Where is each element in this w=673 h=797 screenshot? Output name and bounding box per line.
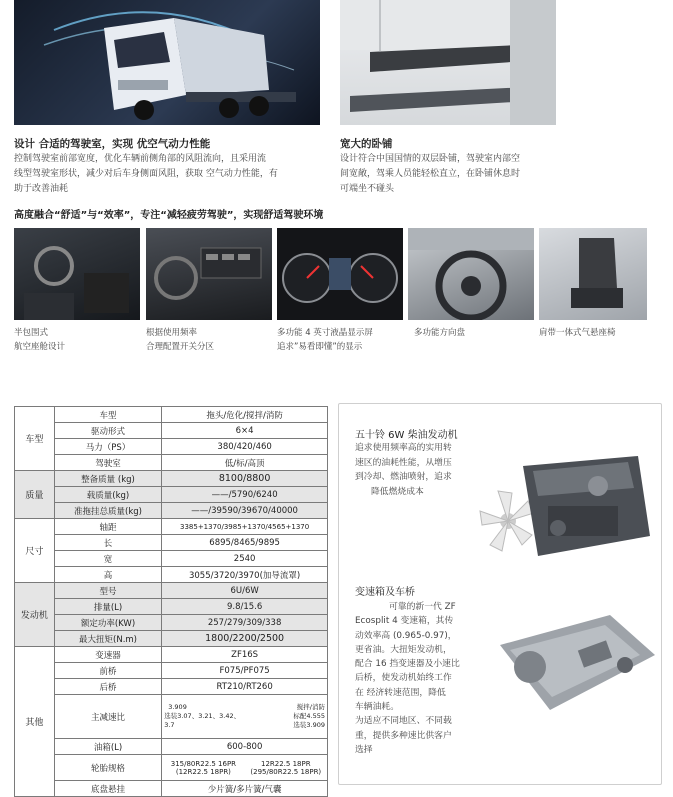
truck-aero-photo: [14, 0, 320, 125]
group-mass: 质量: [15, 471, 55, 519]
sleeper-bunk-photo: [340, 0, 556, 125]
gearbox-photo: [490, 605, 660, 725]
table-row: 底盘悬挂 少片簧/多片簧/气囊: [15, 781, 328, 797]
table-row: 质量 整备质量 (kg) 8100/8800: [15, 471, 328, 487]
table-row: 前桥 F075/PF075: [15, 663, 328, 679]
table-row: 其他 变速器 ZF16S: [15, 647, 328, 663]
gallery-caption-seat: 肩带一体式气悬座椅: [539, 328, 616, 338]
table-row: 油箱(L) 600-800: [15, 739, 328, 755]
engine-text: 追求使用频率高的实用转 速区的油耗性能，从增压 到冷却、燃油喷射，追求 降低燃烧成本: [355, 443, 452, 497]
air-seat-photo: [539, 228, 647, 320]
cab-text: 控制驾驶室前部宽度，优化车辆前侧角部的风阻流向，且采用流 线型驾驶室形状，减少对后车身侧面风阻，获取 空气动力性能，有 助于改善油耗: [14, 154, 278, 194]
engine-photo: [478, 436, 658, 578]
table-row: 高 3055/3720/3970(加导流罩): [15, 567, 328, 583]
lcd-display-photo: [277, 228, 403, 320]
group-engine: 发动机: [15, 583, 55, 647]
table-row: 驾驶室 低/标/高顶: [15, 455, 328, 471]
table-row: 载质量(kg) ——/5790/6240: [15, 487, 328, 503]
table-row: 长 6895/8465/9895: [15, 535, 328, 551]
gallery-caption-display: 多功能 4 英寸液晶显示屏 追求”易看即懂”的显示: [277, 328, 373, 352]
table-row: 最大扭矩(N.m) 1800/2200/2500: [15, 631, 328, 647]
table-row: 主减速比 3.909 选装3.07、3.21、3.42、3.7 搅拌/消防 标配4.555 选装3.909: [15, 695, 328, 739]
table-row: 驱动形式 6×4: [15, 423, 328, 439]
engine-title: 五十铃 6W 柴油发动机: [355, 430, 458, 441]
table-row: 发动机 型号 6U/6W: [15, 583, 328, 599]
gallery-caption-switches: 根据使用频率 合理配置开关分区: [146, 328, 215, 352]
group-size: 尺寸: [15, 519, 55, 583]
bed-heading: 宽大的卧铺: [340, 138, 393, 150]
transmission-text: 可靠的新一代 ZF Ecosplit 4 变速箱，其传 动效率高 (0.965-0.97)， 更省油。大扭矩发动机， 配合 16 挡变速器及小速比 后桥，使发动机始终工作 在 经济转速范围，降低 车辆油耗。 为适应不同地区、不同载 重，提供多种速比供客户 选择: [355, 602, 460, 755]
comfort-heading: 高度融合“舒适”与“效率”，专注“减轻疲劳驾驶”，实现舒适驾驶环境: [14, 210, 324, 221]
steering-wheel-photo: [408, 228, 534, 320]
table-row: 轮胎规格 315/80R22.5 16PR (12R22.5 18PR) 12R22.5 18PR (295/80R22.5 18PR): [15, 755, 328, 781]
cockpit-photo: [14, 228, 140, 320]
table-row: 后桥 RT210/RT260: [15, 679, 328, 695]
table-row: 准拖挂总质量(kg) ——/39590/39670/40000: [15, 503, 328, 519]
table-row: 宽 2540: [15, 551, 328, 567]
gallery-caption-cockpit: 半包围式 航空座舱设计: [14, 328, 66, 352]
cab-heading: 设计 合适的驾驶室，实现 优空气动力性能: [14, 138, 211, 150]
transmission-title: 变速箱及车桥: [355, 587, 415, 598]
group-other: 其他: [15, 647, 55, 797]
spec-table: [14, 406, 328, 797]
gallery-caption-wheel: 多功能方向盘: [414, 328, 466, 338]
switch-panel-photo: [146, 228, 272, 320]
bed-text: 设计符合中国国情的双层卧铺，驾驶室内部空 间宽敞，驾乘人员能轻松直立，在卧铺休息时 可端坐不碰头: [340, 154, 521, 194]
table-row: 车型 车型 拖头/危化/搅拌/消防: [15, 407, 328, 423]
table-row: 马力（PS） 380/420/460: [15, 439, 328, 455]
table-row: 排量(L) 9.8/15.6: [15, 599, 328, 615]
table-row: 额定功率(KW) 257/279/309/338: [15, 615, 328, 631]
table-row: 尺寸 轴距 3385+1370/3985+1370/4565+1370: [15, 519, 328, 535]
group-vehicle: 车型: [15, 407, 55, 471]
